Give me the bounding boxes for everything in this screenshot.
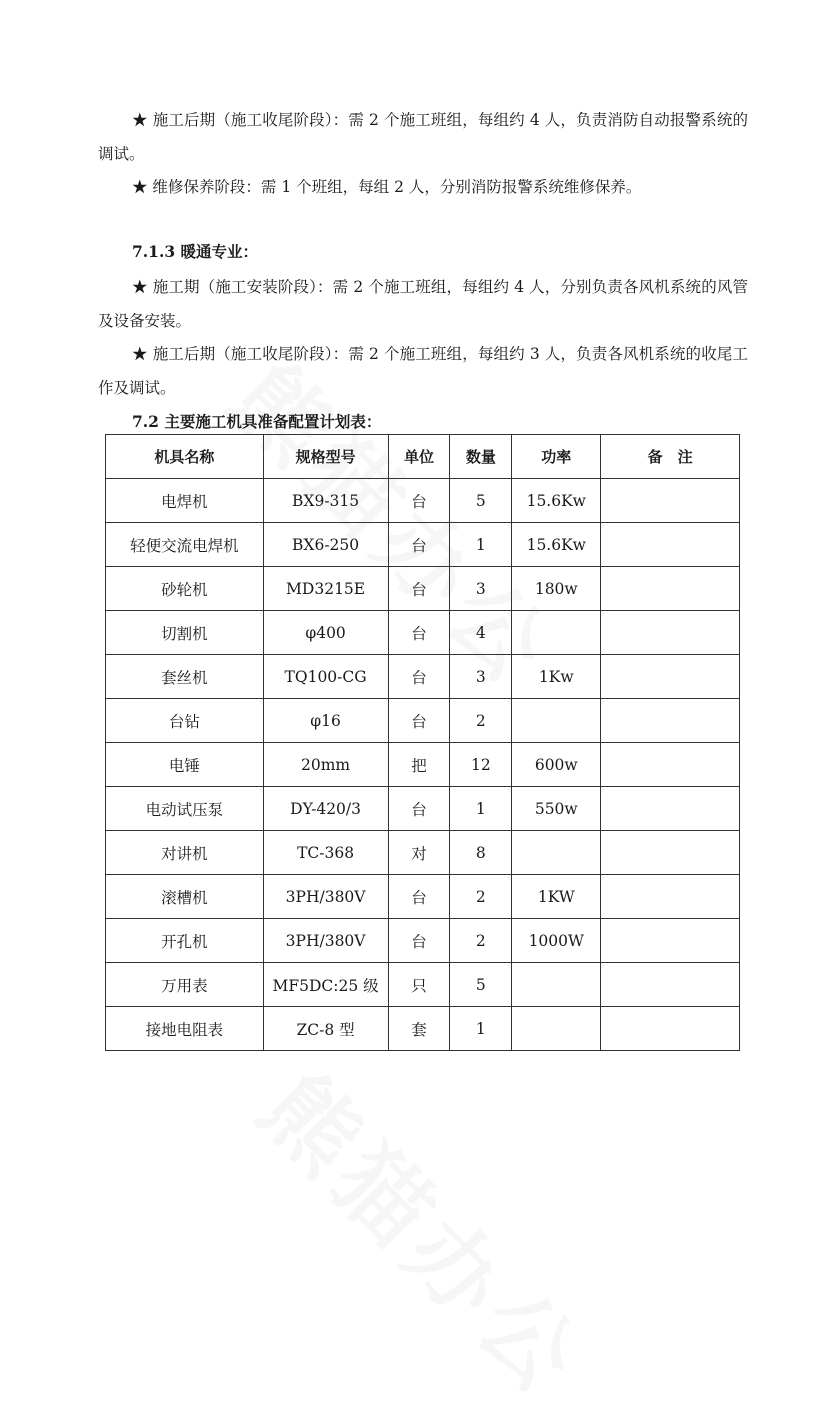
section-heading-equipment-plan: 7.2 主要施工机具准备配置计划表：	[132, 412, 382, 431]
cell-remarks	[601, 743, 740, 787]
table-row	[106, 523, 740, 567]
cell-quantity: 3	[450, 567, 512, 611]
table-row	[106, 699, 740, 743]
cell-model: MD3215E	[263, 567, 388, 611]
cell-power: 1000W	[512, 919, 601, 963]
cell-model: BX6-250	[263, 523, 388, 567]
cell-model: TQ100-CG	[263, 655, 388, 699]
cell-model: 20mm	[263, 743, 388, 787]
table-body	[106, 479, 740, 1051]
cell-quantity: 5	[450, 963, 512, 1007]
table-row	[106, 1007, 740, 1051]
paragraph-hvac-late-stage: ★ 施工后期（施工收尾阶段）：需 2 个施工班组，每组约 3 人，负责各风机系统的收尾工作及调试。	[98, 345, 748, 397]
cell-power	[512, 963, 601, 1007]
cell-name: 套丝机	[106, 655, 264, 699]
cell-unit: 只	[388, 963, 450, 1007]
cell-quantity: 3	[450, 655, 512, 699]
table-row	[106, 479, 740, 523]
paragraph-hvac-install: ★ 施工期（施工安装阶段）：需 2 个施工班组，每组约 4 人，分别负责各风机系统的风管及设备安装。	[98, 278, 748, 330]
cell-quantity: 4	[450, 611, 512, 655]
cell-power: 15.6Kw	[512, 479, 601, 523]
table-row	[106, 655, 740, 699]
cell-remarks	[601, 1007, 740, 1051]
cell-power	[512, 831, 601, 875]
table-row	[106, 567, 740, 611]
cell-power: 15.6Kw	[512, 523, 601, 567]
cell-remarks	[601, 479, 740, 523]
cell-remarks	[601, 611, 740, 655]
cell-unit: 套	[388, 1007, 450, 1051]
cell-quantity: 2	[450, 919, 512, 963]
cell-model: 3PH/380V	[263, 919, 388, 963]
cell-name: 万用表	[106, 963, 264, 1007]
cell-unit: 台	[388, 567, 450, 611]
cell-quantity: 12	[450, 743, 512, 787]
cell-name: 接地电阻表	[106, 1007, 264, 1051]
cell-power: 600w	[512, 743, 601, 787]
table-row	[106, 611, 740, 655]
cell-quantity: 2	[450, 699, 512, 743]
cell-model: ZC-8 型	[263, 1007, 388, 1051]
header-cell-power: 功率	[512, 435, 601, 479]
cell-unit: 台	[388, 787, 450, 831]
cell-model: TC-368	[263, 831, 388, 875]
cell-unit: 把	[388, 743, 450, 787]
cell-quantity: 2	[450, 875, 512, 919]
cell-remarks	[601, 875, 740, 919]
cell-quantity: 8	[450, 831, 512, 875]
header-cell-unit: 单位	[388, 435, 450, 479]
cell-name: 开孔机	[106, 919, 264, 963]
cell-remarks	[601, 963, 740, 1007]
header-cell-name: 机具名称	[106, 435, 264, 479]
cell-unit: 台	[388, 479, 450, 523]
cell-name: 轻便交流电焊机	[106, 523, 264, 567]
cell-unit: 台	[388, 699, 450, 743]
table-row	[106, 787, 740, 831]
cell-remarks	[601, 699, 740, 743]
cell-unit: 台	[388, 919, 450, 963]
table-row	[106, 875, 740, 919]
cell-name: 对讲机	[106, 831, 264, 875]
header-cell-model: 规格型号	[263, 435, 388, 479]
cell-unit: 台	[388, 611, 450, 655]
cell-model: φ16	[263, 699, 388, 743]
cell-unit: 对	[388, 831, 450, 875]
cell-unit: 台	[388, 875, 450, 919]
cell-power: 1Kw	[512, 655, 601, 699]
cell-model: φ400	[263, 611, 388, 655]
table-row	[106, 963, 740, 1007]
cell-name: 滚槽机	[106, 875, 264, 919]
table-header-row	[106, 435, 740, 479]
cell-model: 3PH/380V	[263, 875, 388, 919]
cell-power: 550w	[512, 787, 601, 831]
paragraph-fire-alarm-late-stage: ★ 施工后期（施工收尾阶段）：需 2 个施工班组，每组约 4 人，负责消防自动报警系统的调试。	[98, 111, 748, 163]
cell-remarks	[601, 523, 740, 567]
cell-model: DY-420/3	[263, 787, 388, 831]
cell-remarks	[601, 567, 740, 611]
cell-name: 电锤	[106, 743, 264, 787]
cell-name: 砂轮机	[106, 567, 264, 611]
cell-remarks	[601, 919, 740, 963]
cell-quantity: 1	[450, 1007, 512, 1051]
cell-quantity: 1	[450, 787, 512, 831]
table-row	[106, 743, 740, 787]
cell-unit: 台	[388, 523, 450, 567]
cell-quantity: 5	[450, 479, 512, 523]
cell-remarks	[601, 787, 740, 831]
cell-power	[512, 611, 601, 655]
cell-remarks	[601, 831, 740, 875]
cell-quantity: 1	[450, 523, 512, 567]
cell-power	[512, 699, 601, 743]
paragraph-fire-alarm-maintenance: ★ 维修保养阶段：需 1 个班组，每组 2 人，分别消防报警系统维修保养。	[132, 178, 642, 196]
cell-unit: 台	[388, 655, 450, 699]
table-row	[106, 831, 740, 875]
cell-power: 180w	[512, 567, 601, 611]
cell-name: 台钻	[106, 699, 264, 743]
table-row	[106, 919, 740, 963]
cell-name: 电动试压泵	[106, 787, 264, 831]
equipment-table	[105, 434, 740, 1051]
section-heading-hvac: 7.1.3 暖通专业：	[132, 242, 259, 261]
cell-model: BX9-315	[263, 479, 388, 523]
cell-model: MF5DC:25 级	[263, 963, 388, 1007]
header-cell-remarks: 备 注	[601, 435, 740, 479]
header-cell-quantity: 数量	[450, 435, 512, 479]
cell-name: 电焊机	[106, 479, 264, 523]
cell-name: 切割机	[106, 611, 264, 655]
cell-power: 1KW	[512, 875, 601, 919]
cell-power	[512, 1007, 601, 1051]
cell-remarks	[601, 655, 740, 699]
